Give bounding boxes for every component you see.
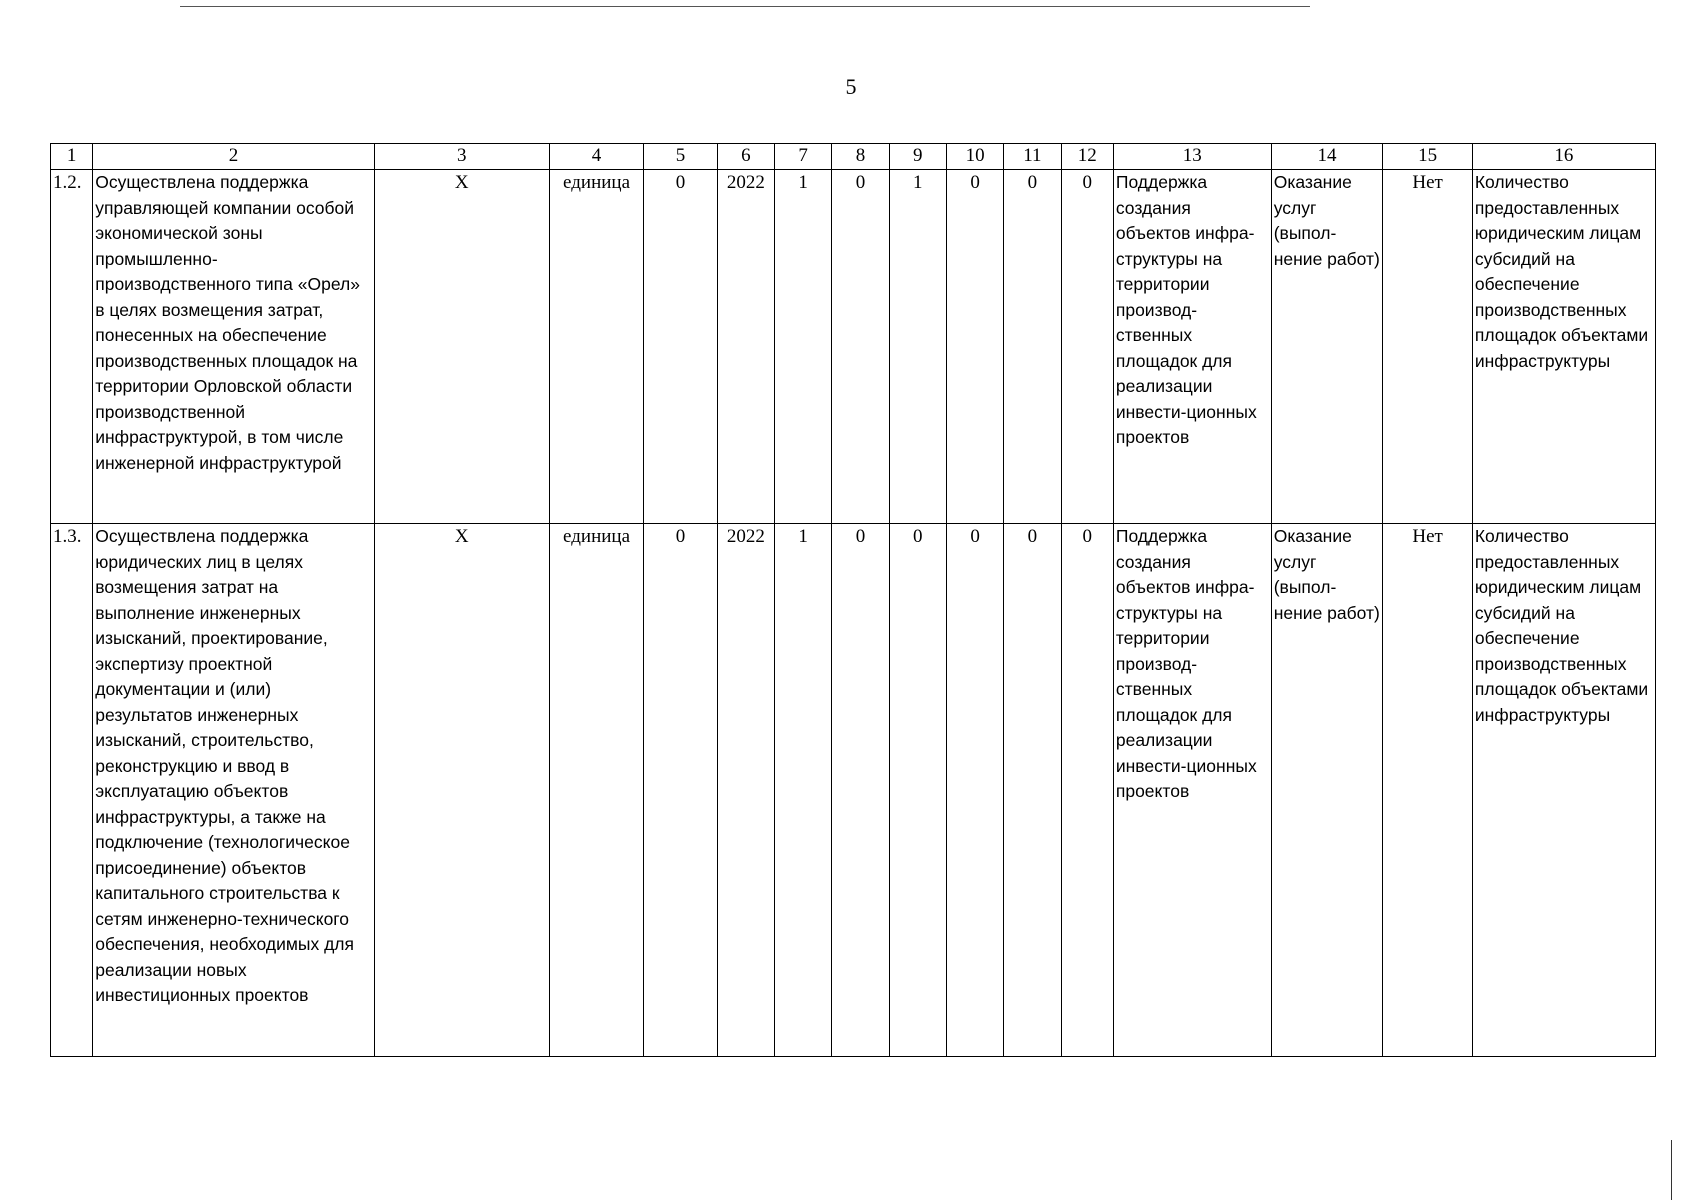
header-cell: 9 xyxy=(889,144,946,170)
cell-col12: 0 xyxy=(1061,170,1113,524)
cell-col16: Количество предоставленных юридическим лицам субсидий на обеспечение производственных площадок объектами инфраструктуры xyxy=(1472,524,1655,1057)
row-number: 1.3. xyxy=(51,524,93,1057)
cell-col5: 0 xyxy=(644,170,717,524)
header-cell: 13 xyxy=(1113,144,1271,170)
event-description: Осуществлена поддержка юридических лиц в целях возмещения затрат на выполнение инженерных изысканий, проектирование, экспертизу проектной документации и (или) результатов инженерных изысканий, строительство, реконструкцию и ввод в эксплуатацию объектов инфраструктуры, а также на подключение (технологическое присоединение) объектов капитального строительства к сетям инженерно-технического обеспечения, необходимых для реализации новых инвестиционных проектов xyxy=(93,524,375,1057)
cell-col7: 1 xyxy=(775,524,832,1057)
header-cell: 5 xyxy=(644,144,717,170)
cell-col14: Оказание услуг (выпол-нение работ) xyxy=(1271,524,1383,1057)
table-row xyxy=(51,170,1656,524)
cell-col5: 0 xyxy=(644,524,717,1057)
cell-col9: 1 xyxy=(889,170,946,524)
header-cell: 16 xyxy=(1472,144,1655,170)
cell-col13: Поддержка создания объектов инфра-структуры на территории производ-ственных площадок для реализации инвести-ционных проектов xyxy=(1113,170,1271,524)
cell-col3: X xyxy=(374,524,549,1057)
header-cell: 4 xyxy=(549,144,644,170)
year-cell: 2022 xyxy=(717,170,774,524)
cell-col3: X xyxy=(374,170,549,524)
cell-col10: 0 xyxy=(946,524,1003,1057)
scan-edge-line xyxy=(180,6,1310,7)
row-number: 1.2. xyxy=(51,170,93,524)
header-cell: 6 xyxy=(717,144,774,170)
header-cell: 10 xyxy=(946,144,1003,170)
header-cell: 1 xyxy=(51,144,93,170)
cell-col15: Нет xyxy=(1383,170,1473,524)
unit-cell: единица xyxy=(549,524,644,1057)
cell-col9: 0 xyxy=(889,524,946,1057)
year-cell: 2022 xyxy=(717,524,774,1057)
cell-col11: 0 xyxy=(1004,170,1061,524)
header-row xyxy=(51,144,1656,170)
header-cell: 12 xyxy=(1061,144,1113,170)
data-table xyxy=(50,143,1656,1057)
header-cell: 2 xyxy=(93,144,375,170)
page-number: 5 xyxy=(845,74,857,99)
header-cell: 15 xyxy=(1383,144,1473,170)
cell-col8: 0 xyxy=(832,524,889,1057)
cell-col7: 1 xyxy=(775,170,832,524)
header-cell: 14 xyxy=(1271,144,1383,170)
table-row xyxy=(51,524,1656,1057)
header-cell: 11 xyxy=(1004,144,1061,170)
cell-col15: Нет xyxy=(1383,524,1473,1057)
cell-col11: 0 xyxy=(1004,524,1061,1057)
cell-col14: Оказание услуг (выпол-нение работ) xyxy=(1271,170,1383,524)
cell-col8: 0 xyxy=(832,170,889,524)
cell-col12: 0 xyxy=(1061,524,1113,1057)
header-cell: 3 xyxy=(374,144,549,170)
header-cell: 8 xyxy=(832,144,889,170)
scan-edge-mark xyxy=(1671,1140,1672,1200)
cell-col16: Количество предоставленных юридическим лицам субсидий на обеспечение производственных площадок объектами инфраструктуры xyxy=(1472,170,1655,524)
cell-col10: 0 xyxy=(946,170,1003,524)
event-description: Осуществлена поддержка управляющей компании особой экономической зоны промышленно-производственного типа «Орел» в целях возмещения затрат, понесенных на обеспечение производственных площадок на территории Орловской области производственной инфраструктурой, в том числе инженерной инфраструктурой xyxy=(93,170,375,524)
unit-cell: единица xyxy=(549,170,644,524)
cell-col13: Поддержка создания объектов инфра-структуры на территории производ-ственных площадок для реализации инвести-ционных проектов xyxy=(1113,524,1271,1057)
header-cell: 7 xyxy=(775,144,832,170)
